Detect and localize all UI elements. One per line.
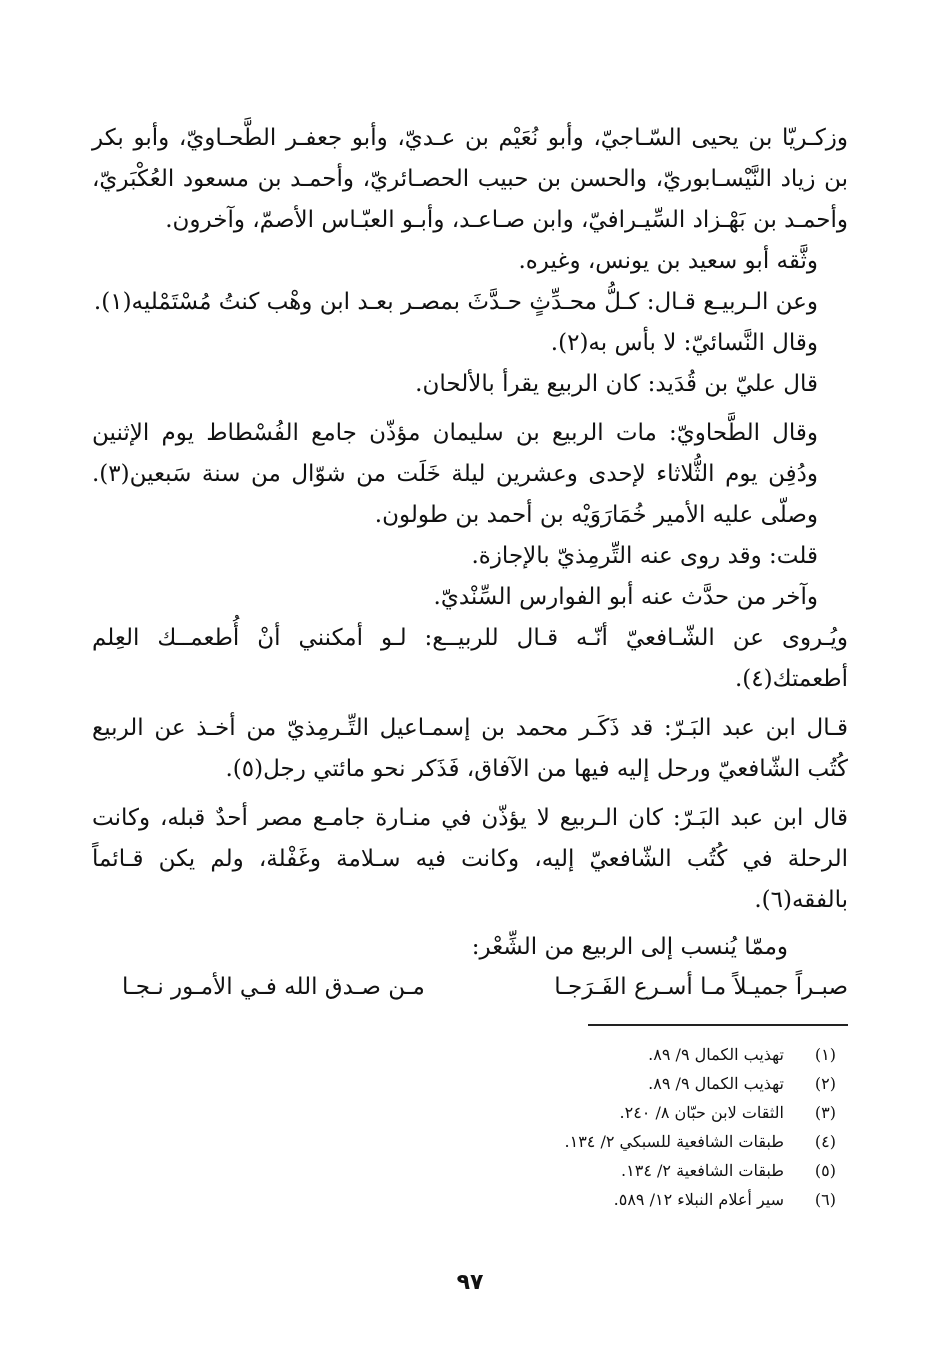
poem-second-hemistich: مـن صـدق الله فـي الأمـور نـجـا xyxy=(122,974,425,1000)
paragraph-ibn-abd-albarr-1: قـال ابن عبد البَـرّ: قد ذَكَـر محمد بن إسمـاعيل التِّـرمِذيّ من أخـذ عن الربيع كُتُب الشّافعيّ ورحل إليه فيها من الآفاق، فَذَكر نحو مائتي رجل(٥). xyxy=(92,715,848,782)
footnote-divider xyxy=(588,1024,848,1026)
paragraph-tirmidhi: قلت: وقد روى عنه التِّرمِذيّ بالإجازة. xyxy=(471,543,818,569)
footnote-number: (٥) xyxy=(814,1161,836,1180)
footnote-item xyxy=(92,1185,848,1214)
paragraph-qudayd: قال عليّ بن قُدَيد: كان الربيع يقرأ بالألحان. xyxy=(415,371,818,397)
paragraph-death: وقال الطَّحاويّ: مات الربيع بن سليمان مؤذّن جامع الفُسْطاط يوم الإثنين ودُفِن يوم الثُّلاثاء لإحدى وعشرين ليلة خَلَت من شوّال من سنة سَبعين(٣). وصلّى عليه الأمير خُمَارَوَيْه بن أحمد بن طولون. xyxy=(92,420,818,528)
paragraph-ibn-abd-albarr-2: قال ابن عبد البَـرّ: كان الـربيع لا يؤذّن في منـارة جامـع مصر أحدٌ قبله، وكانت الرحلة في كُتُب الشّافعيّ إليه، وكانت فيه سـلامة وغَفْلة، ولم يكن قـائماً بالفقه(٦). xyxy=(92,805,848,913)
paragraph-tawthiq: وثَّقه أبو سعيد بن يونس، وغيره. xyxy=(518,248,818,274)
footnote-number: (٢) xyxy=(814,1074,836,1093)
footnote-text: تهذيب الكمال ٩/ ٨٩. xyxy=(648,1074,784,1093)
poem-intro: وممّا يُنسب إلى الربيع من الشِّعْر: xyxy=(471,934,788,960)
footnote-text: الثقات لابن حبّان ٨/ ٢٤٠. xyxy=(619,1103,784,1122)
footnote-text: سير أعلام النبلاء ١٢/ ٥٨٩. xyxy=(613,1190,784,1209)
poem-verse xyxy=(92,968,848,1006)
paragraph-last-narrator: وآخر من حدَّث عنه أبو الفوارس السِّنْديّ. xyxy=(433,584,818,610)
page-number: ٩٧ xyxy=(456,1270,484,1295)
footnote-number: (٣) xyxy=(814,1103,836,1122)
footnote-text: طبقات الشافعية ٢/ ١٣٤. xyxy=(621,1161,784,1180)
paragraph-narrators: وزكـريّا بن يحيى السّـاجيّ، وأبو نُعَيْم بن عـديّ، وأبو جعفـر الطَّحـاويّ، وأبو بكر بن زياد النَّيْسـابوريّ، والحسن بن حبيب الحصـائريّ، وأحمـد بن مسعود العُكْبَريّ، وأحمـد بن بَهْـزاد السِّيـرافيّ، وابن صـاعـد، وأبـو العبّـاس الأصمّ، وآخرون. xyxy=(92,125,848,233)
footnote-item xyxy=(92,1069,848,1098)
footnote-text: تهذيب الكمال ٩/ ٨٩. xyxy=(648,1045,784,1064)
footnote-number: (٦) xyxy=(814,1190,836,1209)
paragraph-shafii: ويُـروى عن الشّـافعيّ أنّـه قـال للربيــع: لـو أمكنني أنْ أُطعمــك العِلم أطعمتك(٤). xyxy=(92,625,848,692)
footnote-number: (٤) xyxy=(814,1132,836,1151)
footnote-item xyxy=(92,1156,848,1185)
footnote-text: طبقات الشافعية للسبكي ٢/ ١٣٤. xyxy=(564,1132,784,1151)
footnote-item xyxy=(92,1040,848,1069)
paragraph-nasai: وقال النَّسائيّ: لا بأس به(٢). xyxy=(550,330,818,356)
footnote-item xyxy=(92,1098,848,1127)
page-content xyxy=(92,118,848,1214)
footnotes xyxy=(92,1040,848,1214)
poem-first-hemistich: صبـراً جميـلاً مـا أسـرع الفَـرَجـا xyxy=(554,974,848,1000)
footnote-item xyxy=(92,1127,848,1156)
paragraph-mustamli: وعن الـربيـع قـال: كـلُّ محـدِّثٍ حـدَّثَ بمصـر بعـد ابن وهْب كنتُ مُسْتَمْليه(١). xyxy=(93,289,818,315)
footnote-number: (١) xyxy=(814,1045,836,1064)
